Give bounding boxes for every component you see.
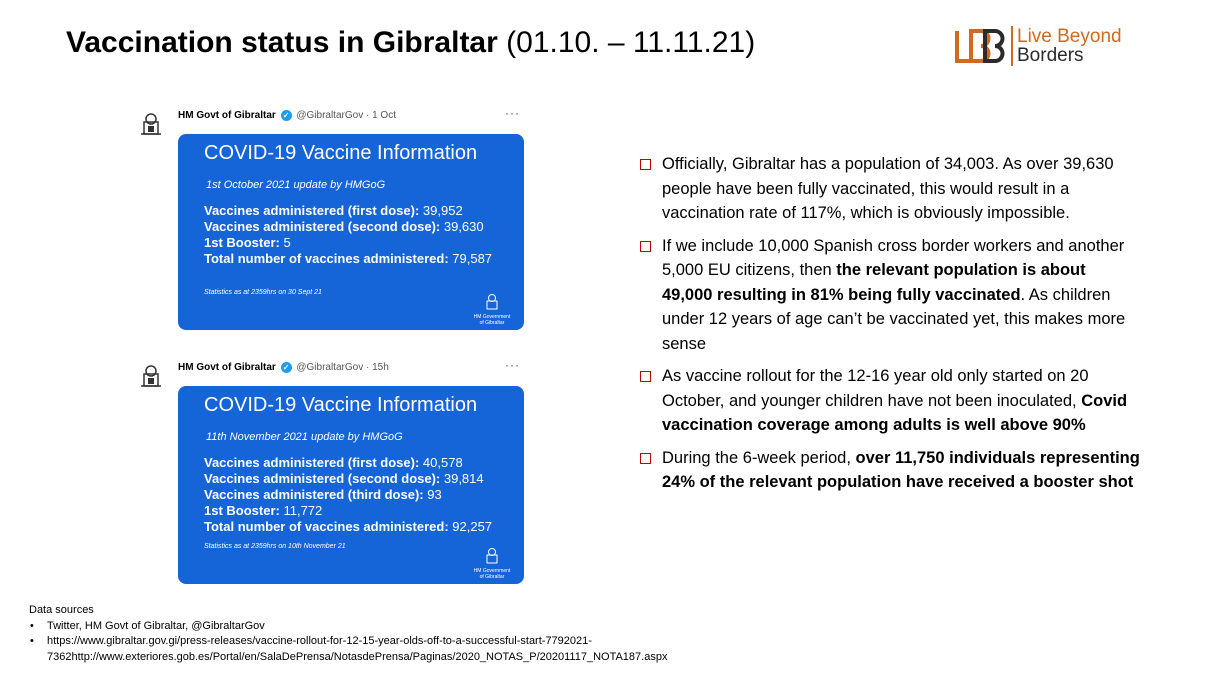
data-sources (29, 603, 1129, 665)
card-update-line: 11th November 2021 update by HMGoG (206, 431, 403, 443)
tweet-author[interactable] (178, 110, 396, 121)
logo-wordmark (1017, 27, 1122, 65)
tweet-handle-time: @GibraltarGov · 1 Oct (296, 110, 396, 122)
card-row: Vaccines administered (second dose): 39,630 (204, 219, 484, 234)
tweet-account-name: HM Govt of Gibraltar (178, 362, 276, 374)
title-dates: (01.10. – 11.11.21) (506, 26, 756, 59)
card-title: COVID-19 Vaccine Information (204, 142, 478, 164)
card-row: Total number of vaccines administered: 92,257 (204, 519, 493, 534)
card-update-line: 1st October 2021 update by HMGoG (206, 179, 386, 191)
vaccine-info-card[interactable] (178, 386, 524, 584)
page-title (66, 26, 755, 60)
tweet-author[interactable] (178, 362, 389, 373)
gibraltar-emblem-icon (482, 546, 502, 566)
source-link[interactable]: • https://www.gibraltar.gov.gi/press-releases/vaccine-rollout-for-12-15-year-olds-off-to-a-successful-start-7792021-7362http://www.exteriores.gob.es/Portal/en/SalaDePrensa/NotasdePrensa/Paginas/2020_NOTAS_P/20201117_NOTA187.aspx (29, 634, 1129, 665)
checkbox-bullet-icon (640, 159, 651, 170)
bullet-item: During the 6-week period, over 11,750 individuals representing 24% of the relevant population have received a booster shot (640, 446, 1140, 495)
card-gov-label: HM Government of Gibraltar (473, 568, 511, 580)
logo-line1: Live Beyond (1017, 26, 1122, 47)
card-title: COVID-19 Vaccine Information (204, 394, 478, 416)
more-options-icon[interactable]: ··· (505, 106, 520, 120)
card-row: 1st Booster: 11,772 (204, 503, 323, 518)
vaccine-info-card[interactable] (178, 134, 524, 330)
card-statistics-note: Statistics as at 2359hrs on 10th November 21 (204, 543, 346, 550)
key-findings-list (640, 152, 1140, 503)
more-options-icon[interactable]: ··· (505, 358, 520, 372)
card-row: Vaccines administered (third dose): 93 (204, 487, 442, 502)
sources-heading: Data sources (29, 604, 94, 616)
gibraltar-crest-icon (138, 110, 164, 138)
tweet-header (138, 358, 528, 384)
card-gov-emblem (472, 292, 512, 326)
checkbox-bullet-icon (640, 453, 651, 464)
bullet-item: Officially, Gibraltar has a population of 34,003. As over 39,630 people have been fully vaccinated, this would result in a vaccination rate of 117%, which is obviously impossible. (640, 152, 1140, 226)
verified-badge-icon: ✓ (281, 362, 292, 373)
logo-line2: Borders (1017, 45, 1084, 66)
bullet-item: If we include 10,000 Spanish cross border workers and another 5,000 EU citizens, then the relevant population is about 49,000 resulting in 81% being fully vaccinated. As children under 12 years of age can’t be vaccinated yet, this makes more sense (640, 234, 1140, 357)
card-gov-label: HM Government of Gibraltar (473, 314, 511, 326)
card-gov-emblem (472, 546, 512, 580)
card-row: Vaccines administered (second dose): 39,814 (204, 471, 484, 486)
checkbox-bullet-icon (640, 371, 651, 382)
bullet-item: As vaccine rollout for the 12-16 year old only started on 20 October, and younger children have not been inoculated, Covid vaccination coverage among adults is well above 90% (640, 364, 1140, 438)
tweet-account-name: HM Govt of Gibraltar (178, 110, 276, 122)
live-beyond-borders-logo (955, 26, 1122, 66)
title-main: Vaccination status in Gibraltar (66, 26, 498, 59)
source-item: • Twitter, HM Govt of Gibraltar, @GibraltarGov (29, 619, 1129, 635)
gibraltar-crest-icon (138, 362, 164, 390)
card-statistics-note: Statistics as at 2359hrs on 30 Sept 21 (204, 289, 322, 296)
lbb-logo-mark (955, 27, 1009, 65)
gibraltar-emblem-icon (482, 292, 502, 312)
verified-badge-icon: ✓ (281, 110, 292, 121)
card-row: Total number of vaccines administered: 79,587 (204, 251, 493, 266)
tweet-2 (138, 358, 528, 580)
tweet-header (138, 106, 528, 132)
card-row: Vaccines administered (first dose): 39,952 (204, 203, 463, 218)
logo-divider (1011, 26, 1013, 66)
card-row: 1st Booster: 5 (204, 235, 291, 250)
tweet-handle-time: @GibraltarGov · 15h (296, 362, 389, 374)
card-row: Vaccines administered (first dose): 40,578 (204, 455, 463, 470)
tweet-1 (138, 106, 528, 326)
checkbox-bullet-icon (640, 241, 651, 252)
